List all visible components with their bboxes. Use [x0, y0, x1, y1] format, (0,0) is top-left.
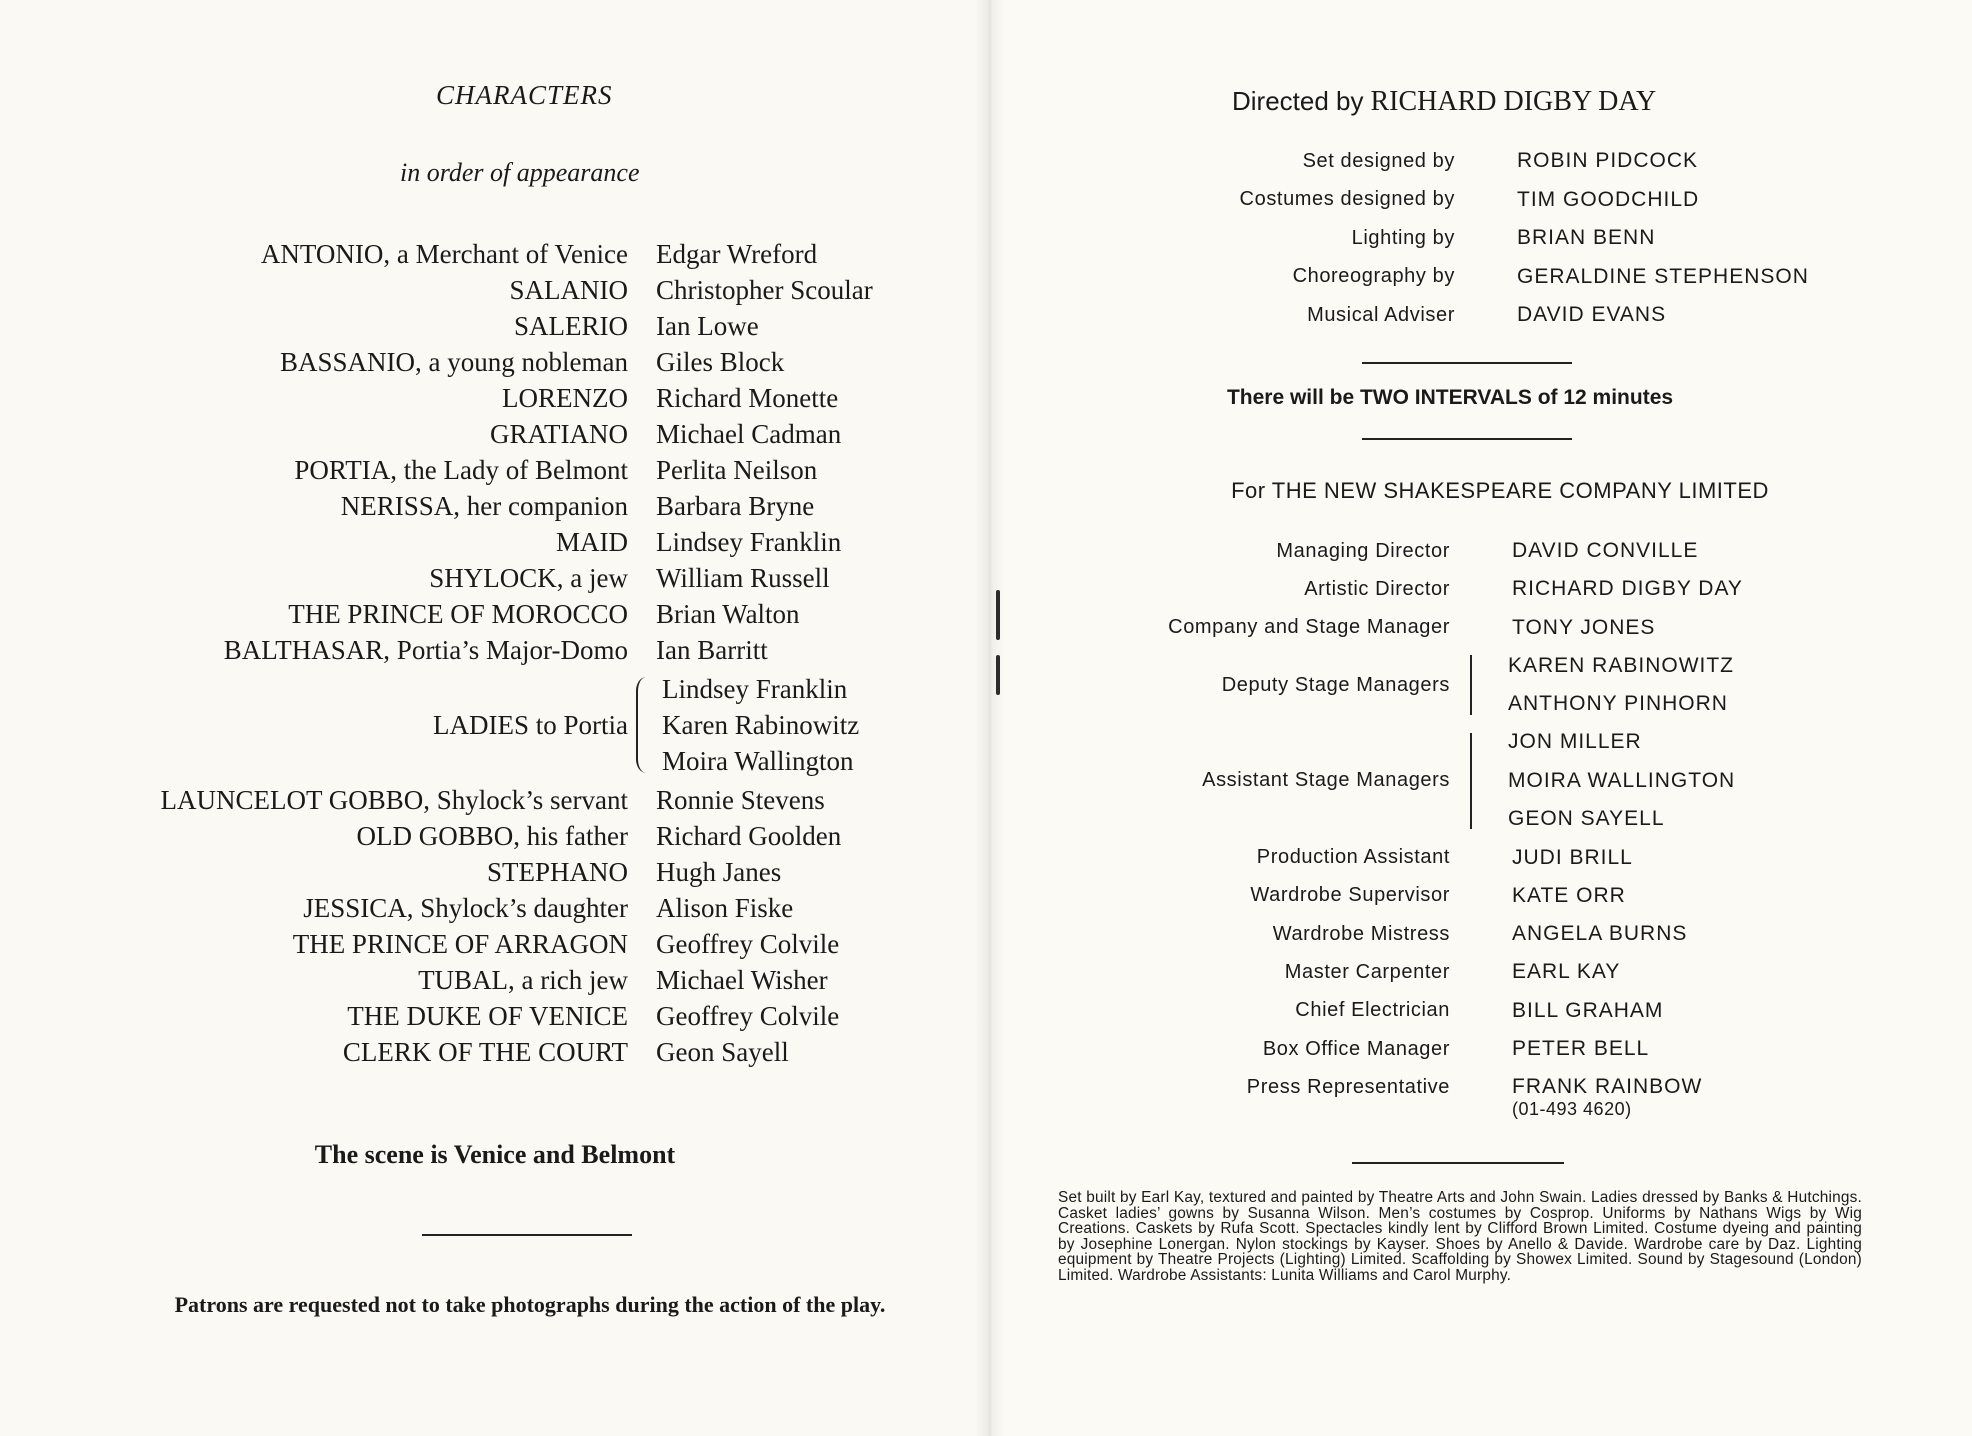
credit-row [1080, 532, 1960, 570]
cast-row [100, 854, 960, 890]
credit-value: PETER BELL [1512, 1037, 1650, 1060]
credit-value: RICHARD DIGBY DAY [1512, 577, 1743, 601]
order-subtitle: in order of appearance [400, 158, 640, 187]
credit-row [1080, 953, 1960, 991]
credit-row [1080, 877, 1960, 915]
credit-value: TONY JONES [1512, 615, 1656, 639]
actor-name: Giles Block [656, 347, 785, 377]
deputy-values [1508, 647, 1734, 724]
staple-top [996, 590, 1000, 640]
cast-row [100, 308, 960, 344]
cast-row [100, 818, 960, 854]
cast-list-part-2 [100, 782, 960, 1070]
cast-list [100, 236, 960, 1070]
credit-value: ANGELA BURNS [1512, 922, 1688, 946]
cast-row [100, 1034, 960, 1070]
actor-name: William Russell [656, 563, 830, 593]
cast-row [100, 998, 960, 1034]
credit-label: Box Office Manager [1262, 1037, 1450, 1060]
directed-by [1232, 86, 1656, 118]
cast-row [100, 416, 960, 452]
character-role: SALERIO [514, 311, 628, 341]
actor-name: Ian Lowe [656, 311, 759, 341]
production-footnote: Set built by Earl Kay, textured and painted by Theatre Arts and John Swain. Ladies dressed by Banks & Hutchings. Casket ladies’ gowns by Susanna Wilson. Men’s costumes by Cosprop. Uniforms by Nathans Wigs by Wig Creations. Caskets by Rufa Scott. Spectacles kindly lent by Clifford Brown Limited. Costume dyeing and painting by Josephine Lonergan. Nylon stockings by Kayser. Shoes by Anello & Davide. Wardrobe care by Daz. Lighting equipment by Theatre Projects (Lighting) Limited. Scaffolding by Showex Limited. Sound by Stagesound (London) Limited. Wardrobe Assistants: Lunita Williams and Carol Murphy. [1058, 1189, 1862, 1284]
character-role: THE DUKE OF VENICE [347, 1001, 628, 1031]
ladies-actor: Lindsey Franklin [662, 674, 848, 704]
character-role: GRATIANO [490, 419, 628, 449]
credit-row [1080, 181, 1960, 220]
character-role: PORTIA, the Lady of Belmont [294, 455, 628, 485]
actor-name: Richard Monette [656, 383, 839, 413]
credit-label: Musical Adviser [1307, 303, 1455, 326]
ladies-group [100, 670, 960, 780]
credit-row [1080, 609, 1960, 647]
credit-label: Set designed by [1302, 149, 1455, 172]
director-name: RICHARD DIGBY DAY [1370, 86, 1657, 117]
character-role: SHYLOCK, a jew [429, 563, 628, 593]
character-role: MAID [556, 527, 628, 557]
credit-value: TIM GOODCHILD [1517, 187, 1700, 211]
design-credits [1080, 142, 1960, 335]
credit-label: Wardrobe Mistress [1272, 922, 1450, 945]
credit-label: Costumes designed by [1239, 188, 1455, 211]
actor-name: Lindsey Franklin [656, 527, 842, 557]
assistant-name: GEON SAYELL [1508, 807, 1665, 831]
credit-value: ROBIN PIDCOCK [1517, 149, 1699, 173]
ladies-actors [662, 671, 859, 779]
credit-row [1080, 1030, 1960, 1068]
character-role: ANTONIO, a Merchant of Venice [260, 239, 628, 269]
patrons-notice: Patrons are requested not to take photographs during the action of the play. [174, 1292, 886, 1317]
actor-name: Geoffrey Colvile [656, 929, 840, 959]
cast-row [100, 452, 960, 488]
credit-row [1080, 142, 1960, 181]
credit-value: BILL GRAHAM [1512, 998, 1664, 1022]
character-role: THE PRINCE OF ARRAGON [292, 929, 628, 959]
assistant-name: JON MILLER [1508, 730, 1642, 754]
ladies-brace [636, 677, 648, 773]
actor-name: Ronnie Stevens [656, 785, 825, 815]
credit-label: Managing Director [1276, 539, 1450, 562]
character-role: STEPHANO [486, 857, 628, 887]
deputy-name: ANTHONY PINHORN [1508, 692, 1728, 716]
character-role: LAUNCELOT GOBBO, Shylock’s servant [160, 785, 628, 815]
ladies-actor: Moira Wallington [662, 746, 854, 776]
characters-heading: CHARACTERS [436, 80, 613, 110]
cast-row [100, 962, 960, 998]
deputy-label: Deputy Stage Managers [1221, 673, 1450, 696]
cast-row [100, 344, 960, 380]
character-role: NERISSA, her companion [340, 491, 628, 521]
actor-name: Hugh Janes [656, 857, 782, 887]
credit-label: Lighting by [1351, 226, 1455, 249]
ladies-actor: Karen Rabinowitz [662, 710, 860, 740]
actor-name: Ian Barritt [656, 635, 768, 665]
character-role: OLD GOBBO, his father [356, 821, 628, 851]
credit-value: JUDI BRILL [1512, 845, 1633, 869]
character-role: BASSANIO, a young nobleman [280, 347, 628, 377]
staff-top [1080, 532, 1960, 647]
assistant-label: Assistant Stage Managers [1202, 769, 1450, 792]
company-staff [1080, 532, 1960, 1128]
character-role: SALANIO [509, 275, 628, 305]
cast-row [100, 488, 960, 524]
actor-name: Edgar Wreford [656, 239, 818, 269]
credit-label: Choreography by [1292, 265, 1455, 288]
actor-name: Michael Cadman [656, 419, 842, 449]
credit-row [1080, 915, 1960, 953]
cast-row [100, 890, 960, 926]
credit-row [1080, 219, 1960, 258]
company-heading: For THE NEW SHAKESPEARE COMPANY LIMITED [1231, 478, 1769, 503]
character-role: LORENZO [502, 383, 628, 413]
actor-name: Richard Goolden [656, 821, 842, 851]
credit-label: Chief Electrician [1295, 999, 1450, 1022]
credit-row [1080, 296, 1960, 335]
directed-prefix: Directed by [1232, 86, 1364, 116]
press-phone: (01-493 4620) [1512, 1099, 1632, 1120]
character-role: CLERK OF THE COURT [342, 1037, 628, 1067]
credit-row [1080, 570, 1960, 608]
cast-row [100, 380, 960, 416]
credit-row [1080, 992, 1960, 1030]
divider-right-3 [1352, 1162, 1564, 1164]
deputy-bracket [1470, 655, 1472, 715]
character-role: THE PRINCE OF MOROCCO [288, 599, 628, 629]
scene-statement: The scene is Venice and Belmont [314, 1140, 676, 1169]
press-representative [1080, 1068, 1960, 1128]
credit-value: BRIAN BENN [1517, 226, 1656, 250]
character-role: JESSICA, Shylock’s daughter [303, 893, 628, 923]
actor-name: Barbara Bryne [656, 491, 815, 521]
credit-label: Artistic Director [1304, 577, 1450, 600]
ladies-role: LADIES to Portia [433, 710, 628, 740]
actor-name: Perlita Neilson [656, 455, 818, 485]
binding-gutter [975, 0, 1005, 1436]
credit-value: DAVID EVANS [1517, 303, 1667, 327]
deputy-stage-managers [1080, 647, 1960, 724]
press-label: Press Representative [1246, 1076, 1450, 1099]
cast-row [100, 560, 960, 596]
cast-row [100, 596, 960, 632]
actor-name: Brian Walton [656, 599, 800, 629]
actor-name: Michael Wisher [656, 965, 828, 995]
character-role: TUBAL, a rich jew [418, 965, 628, 995]
assistant-stage-managers [1080, 723, 1960, 838]
cast-row [100, 926, 960, 962]
assistant-name: MOIRA WALLINGTON [1508, 768, 1736, 792]
divider-right-1 [1362, 362, 1572, 364]
credit-label: Master Carpenter [1284, 960, 1450, 983]
cast-row [100, 632, 960, 668]
credit-row [1080, 838, 1960, 876]
actor-name: Alison Fiske [656, 893, 794, 923]
character-role: BALTHASAR, Portia’s Major-Domo [223, 635, 628, 665]
credit-label: Production Assistant [1256, 846, 1450, 869]
credit-value: EARL KAY [1512, 960, 1621, 984]
credit-value: KATE ORR [1512, 883, 1626, 907]
credit-label: Wardrobe Supervisor [1250, 884, 1450, 907]
deputy-name: KAREN RABINOWITZ [1508, 653, 1735, 677]
actor-name: Geon Sayell [656, 1037, 789, 1067]
assistant-bracket [1470, 733, 1472, 829]
credit-value: DAVID CONVILLE [1512, 539, 1699, 563]
actor-name: Geoffrey Colvile [656, 1001, 840, 1031]
credit-label: Company and Stage Manager [1168, 616, 1450, 639]
cast-row [100, 782, 960, 818]
cast-row [100, 272, 960, 308]
press-value [1512, 1076, 1702, 1120]
divider-right-2 [1362, 438, 1572, 440]
intervals-notice: There will be TWO INTERVALS of 12 minutes [1226, 386, 1674, 409]
credit-value: GERALDINE STEPHENSON [1517, 264, 1809, 288]
cast-list-part-1 [100, 236, 960, 668]
cast-row [100, 524, 960, 560]
staple-bottom [996, 655, 1000, 695]
press-name: FRANK RAINBOW [1512, 1075, 1703, 1099]
staff-bottom [1080, 838, 1960, 1068]
cast-row [100, 236, 960, 272]
actor-name: Christopher Scoular [656, 275, 873, 305]
assistant-values [1508, 723, 1735, 838]
divider-left [422, 1234, 632, 1236]
credit-row [1080, 258, 1960, 297]
